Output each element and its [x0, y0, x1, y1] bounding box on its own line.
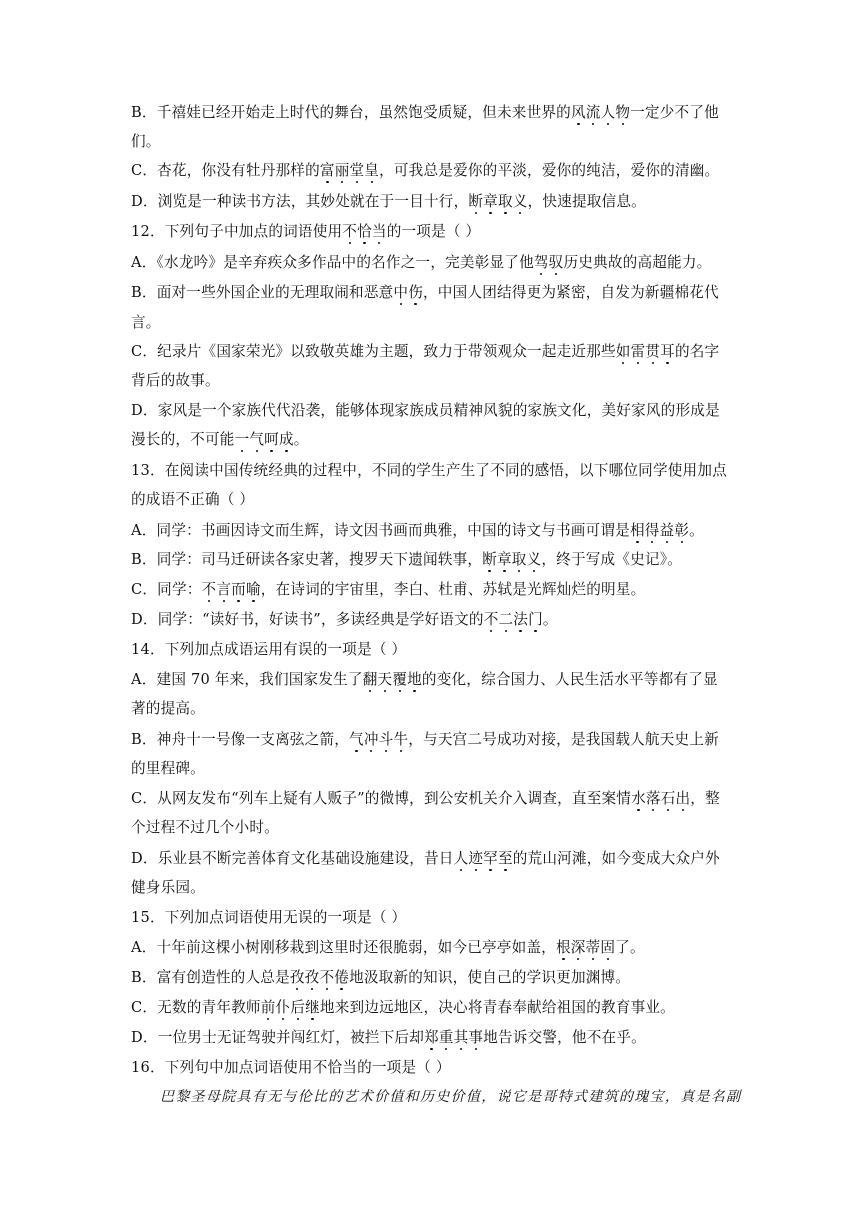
text-run: D．家风是一个家族代代沿袭，能够体现家族成员精神风貌的家族文化，美好家风的形成是 [131, 402, 720, 419]
emphasized-phrase: 不恰当 [342, 223, 387, 240]
text-run: 背后的故事。 [131, 372, 220, 389]
emphasized-phrase: 不二法门 [483, 611, 543, 628]
text-run: 著的提高。 [131, 700, 205, 717]
emphasized-phrase: 前仆后继 [260, 999, 320, 1016]
text-line [131, 222, 480, 242]
text-run: 了。 [615, 939, 645, 956]
text-run: B．同学：司马迁研读各家史著，搜罗天下遗闻轶事， [131, 551, 483, 568]
text-run: 一定少不了他 [630, 104, 719, 121]
text-run: C．同学： [131, 581, 202, 598]
text-run: 的名字 [674, 343, 720, 360]
text-run: D．同学：“读好书，好读书”，多读经典是学好语文的 [131, 611, 484, 628]
text-run: 14．下列加点成语运用有误的一项是（ ） [131, 641, 407, 658]
text-run: 13．在阅读中国传统经典的过程中，不同的学生产生了不同的感悟，以下哪位同学使用加点 [131, 462, 727, 479]
text-line [131, 1028, 646, 1048]
emphasized-phrase: 风流人物 [570, 104, 631, 121]
emphasized-phrase: 翻天覆地 [362, 671, 422, 688]
text-line [131, 490, 254, 510]
text-run: 12．下列句子中加点的词语使用 [131, 223, 343, 240]
text-line [131, 342, 719, 362]
text-line [131, 401, 720, 421]
emphasized-phrase: 驾驭 [533, 254, 564, 271]
text-line [131, 521, 704, 541]
emphasized-phrase: 气冲斗牛 [349, 731, 409, 748]
text-line [131, 640, 406, 660]
text-run: 地告诉交警，他不在乎。 [483, 1029, 646, 1046]
emphasized-phrase: 孜孜不倦 [289, 969, 350, 986]
text-line [131, 699, 205, 719]
text-line [160, 1087, 741, 1107]
emphasized-phrase: 断章取义 [482, 551, 542, 568]
text-run: A．建国 70 年来，我们国家发生了 [131, 671, 363, 688]
text-run: C．无数的青年教师 [131, 999, 261, 1016]
text-run: ，整 [690, 790, 720, 807]
text-run: B．千禧娃已经开始走上时代的舞台，虽然饱受质疑，但未来世界的 [131, 104, 571, 121]
text-run: 。 [689, 522, 704, 539]
text-run: 。 [293, 431, 309, 448]
text-line [131, 192, 646, 212]
emphasized-phrase: 根深蒂固 [555, 939, 616, 956]
text-run: 的成语不正确（ ） [131, 491, 255, 508]
text-run: C．从网友发布“列车上疑有人贩子”的微博，到公安机关介入调查，直至案情 [131, 790, 632, 807]
text-run: 。 [542, 611, 558, 628]
text-run: ，可我总是爱你的平淡，爱你的纯洁，爱你的清幽。 [379, 162, 720, 179]
text-line [131, 132, 161, 152]
text-line [131, 550, 682, 570]
text-line [131, 430, 309, 450]
text-line [131, 818, 279, 838]
text-line [131, 968, 630, 988]
text-run: A．《水龙吟》是辛弃疾众多作品中的名作之一，完美彰显了他 [131, 254, 534, 271]
emphasized-phrase: 中伤 [393, 284, 424, 301]
text-line [131, 161, 719, 181]
text-run: 健身乐园。 [131, 879, 205, 896]
text-line [131, 730, 719, 750]
text-run: 的里程碑。 [131, 760, 205, 777]
text-line [131, 461, 727, 481]
text-line [131, 253, 711, 273]
text-line [131, 878, 205, 898]
emphasized-phrase: 断章取义 [468, 193, 528, 210]
text-run: 的变化，综合国力、人民生活水平等都有了显 [421, 671, 718, 688]
text-line [131, 313, 161, 333]
text-run: 们。 [131, 133, 161, 150]
text-line [131, 283, 719, 303]
text-run: 个过程不过几个小时。 [131, 819, 279, 836]
text-run: ，快速提取信息。 [527, 193, 646, 210]
text-run: B．面对一些外国企业的无理取闹和恶意 [131, 284, 394, 301]
text-run: 的荒山河滩，如今变成大众户外 [512, 850, 720, 867]
text-run: ，终于写成《史记》。 [541, 551, 683, 568]
text-run: D．一位男士无证驾驶并闯红灯，被拦下后却 [131, 1029, 424, 1046]
text-run: 地来到边远地区，决心将青春奉献给祖国的教育事业。 [319, 999, 675, 1016]
text-run: C．纪录片《国家荣光》以致敬英雄为主题，致力于带领观众一起走近那些 [131, 343, 616, 360]
emphasized-phrase: 人迹罕至 [453, 850, 513, 867]
text-run: B．富有创造性的人总是 [131, 969, 290, 986]
text-run: 地汲取新的知识，使自己的学识更加渊博。 [349, 969, 631, 986]
text-run: 的一项是（ ） [386, 223, 481, 240]
text-line [131, 371, 220, 391]
emphasized-phrase: 水落石出 [631, 790, 691, 807]
text-line [131, 849, 720, 869]
text-run: ，中国人团结得更为紧密，自发为新疆棉花代 [423, 284, 719, 301]
text-run: 巴黎圣母院具有无与伦比的艺术价值和历史价值，说它是哥特式建筑的瑰宝，真是名副 [160, 1089, 742, 1105]
text-run: D．乐业县不断完善体育文化基础设施建设，昔日 [131, 850, 454, 867]
text-run: A．同学：书画因诗文而生辉，诗文因书画而典雅，中国的诗文与书画可谓是 [131, 522, 630, 539]
text-run: 15．下列加点词语使用无误的一项是（ ） [131, 909, 407, 926]
text-line [131, 610, 558, 630]
text-run: B．神舟十一号像一支离弦之箭， [131, 731, 350, 748]
text-line [131, 789, 720, 809]
text-line [131, 103, 719, 123]
text-run: 16．下列句中加点词语使用不恰当的一项是（ ） [131, 1059, 451, 1076]
text-line [131, 759, 205, 779]
text-run: D．浏览是一种读书方法，其妙处就在于一目十行， [131, 193, 469, 210]
text-run: ，在诗词的宇宙里，李白、杜甫、苏轼是光辉灿烂的明星。 [260, 581, 646, 598]
text-line [131, 998, 675, 1018]
text-run: 历史典故的高超能力。 [563, 254, 712, 271]
text-run: ，与天宫二号成功对接，是我国载人航天史上新 [408, 731, 719, 748]
text-run: C．杏花，你没有牡丹那样的 [131, 162, 320, 179]
text-line [131, 580, 645, 600]
text-line [131, 908, 406, 928]
emphasized-phrase: 如雷贯耳 [615, 343, 675, 360]
text-run: 言。 [131, 314, 161, 331]
emphasized-phrase: 不言而喻 [201, 581, 261, 598]
emphasized-phrase: 富丽堂皇 [319, 162, 380, 179]
text-run: 漫长的，不可能 [131, 431, 235, 448]
emphasized-phrase: 相得益彰 [629, 522, 690, 539]
emphasized-phrase: 一气呵成 [234, 431, 294, 448]
text-line [131, 670, 718, 690]
text-line [131, 938, 645, 958]
text-run: A．十年前这棵小树刚移栽到这里时还很脆弱，如今已亭亭如盖， [131, 939, 556, 956]
emphasized-phrase: 郑重其事 [423, 1029, 484, 1046]
text-line [131, 1058, 451, 1078]
